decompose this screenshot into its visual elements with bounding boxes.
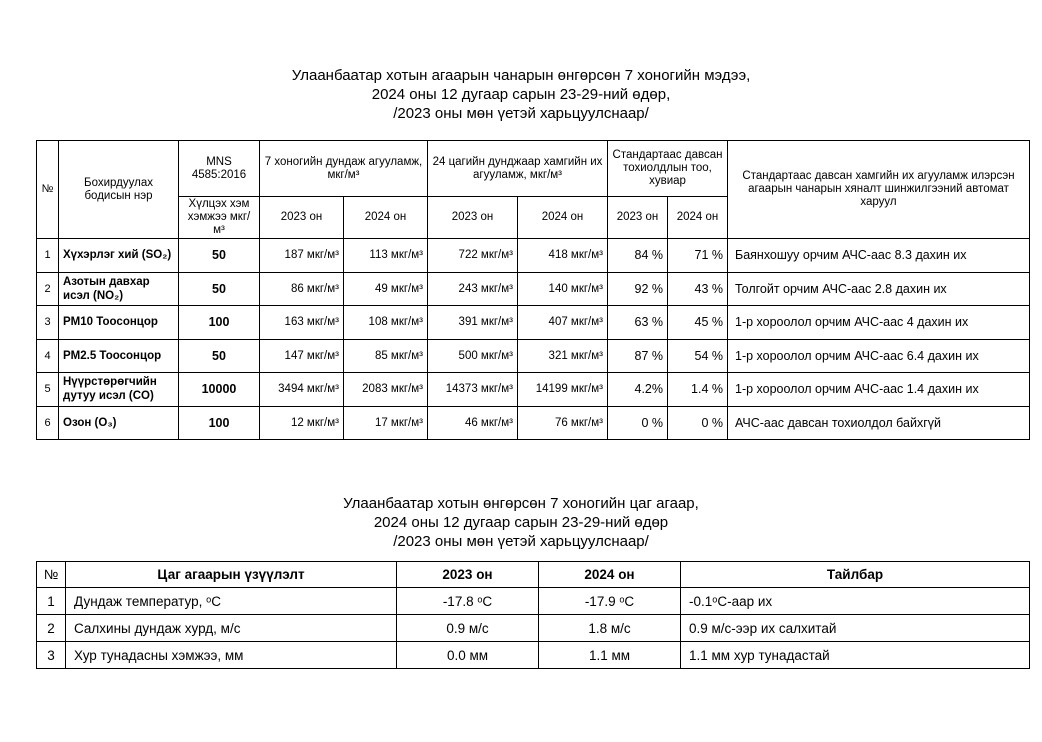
avg-2023: 3494 мкг/м³ [260,373,344,407]
max-2024: 140 мкг/м³ [518,272,608,306]
exceed-2024: 0 % [668,406,728,440]
limit-value: 50 [179,339,260,373]
max-2023: 243 мкг/м³ [428,272,518,306]
row-num: 6 [37,406,59,440]
weather-remark: 0.9 м/с-ээр их салхитай [681,615,1030,642]
exceed-2023: 92 % [608,272,668,306]
weather-header-remark: Тайлбар [681,562,1030,588]
pollutant-name: Озон (O₃) [59,406,179,440]
weather-indicator: Хур тунадасны хэмжээ, мм [66,642,397,669]
table-row [37,272,1030,306]
row-num: 1 [37,588,66,615]
weather-title-line-3: /2023 оны мөн үетэй харьцуулснаар/ [393,533,649,550]
station-note: 1-р хороолол орчим АЧС-аас 6.4 дахин их [728,339,1030,373]
header-max-2023: 2023 он [428,197,518,239]
air-quality-title-line-1: Улаанбаатар хотын агаарын чанарын өнгөрсөн 7 хоногийн мэдээ, [291,67,751,84]
avg-2023: 12 мкг/м³ [260,406,344,440]
exceed-2023: 87 % [608,339,668,373]
weather-header-indicator: Цаг агаарын үзүүлэлт [66,562,397,588]
value-2023: -17.8 ᵒC [397,588,539,615]
max-2023: 46 мкг/м³ [428,406,518,440]
avg-2024: 17 мкг/м³ [344,406,428,440]
row-num: 2 [37,615,66,642]
value-2023: 0.9 м/с [397,615,539,642]
limit-value: 100 [179,406,260,440]
exceed-2024: 1.4 % [668,373,728,407]
pollutant-name: Азотын давхар исэл (NO₂) [59,272,179,306]
max-2023: 500 мкг/м³ [428,339,518,373]
exceed-2023: 0 % [608,406,668,440]
max-2024: 407 мкг/м³ [518,306,608,340]
max-2024: 76 мкг/м³ [518,406,608,440]
row-num: 3 [37,306,59,340]
table-row [37,406,1030,440]
weather-indicator: Дундаж температур, ᵒC [66,588,397,615]
pollutant-name: Хүхэрлэг хий (SO₂) [59,239,179,273]
avg-2024: 49 мкг/м³ [344,272,428,306]
avg-2024: 85 мкг/м³ [344,339,428,373]
row-num: 5 [37,373,59,407]
avg-2023: 187 мкг/м³ [260,239,344,273]
header-station: Стандартаас давсан хамгийн их агууламж илэрсэн агаарын чанарын хяналт шинжилгээний автомат харуул [728,141,1030,239]
air-quality-title [0,66,1042,123]
header-pollutant: Бохирдуулах бодисын нэр [59,141,179,239]
row-num: 2 [37,272,59,306]
limit-value: 50 [179,272,260,306]
pollutant-name: Нүүрстөрөгчийн дутуу исэл (CO) [59,373,179,407]
weather-header-2023: 2023 он [397,562,539,588]
header-weekly-avg: 7 хоногийн дундаж агууламж, мкг/м³ [260,141,428,197]
pollutant-name: PM2.5 Тоосонцор [59,339,179,373]
station-note: АЧС-аас давсан тохиолдол байхгүй [728,406,1030,440]
table-row [37,615,1030,642]
limit-value: 100 [179,306,260,340]
avg-2024: 108 мкг/м³ [344,306,428,340]
air-quality-title-line-2: 2024 оны 12 дугаар сарын 23-29-ний өдөр, [371,86,671,103]
avg-2024: 113 мкг/м³ [344,239,428,273]
header-avg-2024: 2024 он [344,197,428,239]
table-row [37,588,1030,615]
row-num: 4 [37,339,59,373]
header-standard: MNS 4585:2016 [179,141,260,197]
avg-2023: 86 мкг/м³ [260,272,344,306]
weather-remark: -0.1ᵒC-аар их [681,588,1030,615]
value-2024: 1.8 м/с [539,615,681,642]
pollutant-name: PM10 Тоосонцор [59,306,179,340]
exceed-2023: 4.2% [608,373,668,407]
limit-value: 50 [179,239,260,273]
header-daily-max: 24 цагийн дунджаар хамгийн их агууламж, мкг/м³ [428,141,608,197]
header-exc-2023: 2023 он [608,197,668,239]
header-max-2024: 2024 он [518,197,608,239]
exceed-2024: 71 % [668,239,728,273]
max-2024: 321 мкг/м³ [518,339,608,373]
header-exceed: Стандартаас давсан тохиолдлын тоо, хувиар [608,141,728,197]
max-2024: 418 мкг/м³ [518,239,608,273]
weather-title [0,494,1042,551]
exceed-2024: 45 % [668,306,728,340]
weather-header-2024: 2024 он [539,562,681,588]
exceed-2023: 63 % [608,306,668,340]
table-row [37,339,1030,373]
row-num: 1 [37,239,59,273]
max-2024: 14199 мкг/м³ [518,373,608,407]
value-2023: 0.0 мм [397,642,539,669]
table-row [37,239,1030,273]
table-row [37,642,1030,669]
table-row [37,373,1030,407]
weather-header-num: № [37,562,66,588]
exceed-2024: 54 % [668,339,728,373]
weather-table [36,561,1030,669]
table-row [37,306,1030,340]
weather-title-line-1: Улаанбаатар хотын өнгөрсөн 7 хоногийн цаг агаар, [343,495,699,512]
row-num: 3 [37,642,66,669]
exceed-2023: 84 % [608,239,668,273]
max-2023: 14373 мкг/м³ [428,373,518,407]
station-note: Баянхошуу орчим АЧС-аас 8.3 дахин их [728,239,1030,273]
limit-value: 10000 [179,373,260,407]
avg-2023: 147 мкг/м³ [260,339,344,373]
exceed-2024: 43 % [668,272,728,306]
max-2023: 722 мкг/м³ [428,239,518,273]
air-quality-table [36,140,1030,440]
header-num: № [37,141,59,239]
station-note: 1-р хороолол орчим АЧС-аас 4 дахин их [728,306,1030,340]
air-quality-title-line-3: /2023 оны мөн үетэй харьцуулснаар/ [393,105,649,122]
avg-2024: 2083 мкг/м³ [344,373,428,407]
avg-2023: 163 мкг/м³ [260,306,344,340]
header-avg-2023: 2023 он [260,197,344,239]
max-2023: 391 мкг/м³ [428,306,518,340]
station-note: Толгойт орчим АЧС-аас 2.8 дахин их [728,272,1030,306]
weather-indicator: Салхины дундаж хурд, м/с [66,615,397,642]
weather-remark: 1.1 мм хур тунадастай [681,642,1030,669]
station-note: 1-р хороолол орчим АЧС-аас 1.4 дахин их [728,373,1030,407]
value-2024: -17.9 ᵒC [539,588,681,615]
header-exc-2024: 2024 он [668,197,728,239]
value-2024: 1.1 мм [539,642,681,669]
weather-title-line-2: 2024 оны 12 дугаар сарын 23-29-ний өдөр [373,514,669,531]
header-limit: Хүлцэх хэм хэмжээ мкг/м³ [179,197,260,239]
